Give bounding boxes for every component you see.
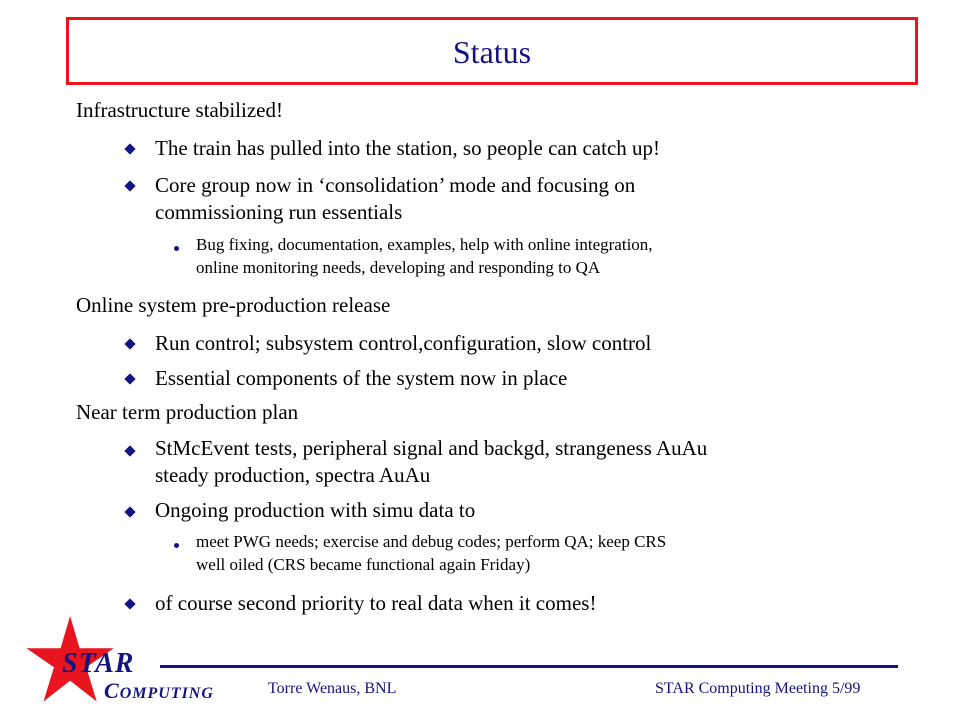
bullet-text: Run control; subsystem control,configuration, slow control [155,331,652,355]
bullet-text-continued: steady production, spectra AuAu [155,463,431,487]
diamond-bullet-icon [124,373,135,384]
bullet-text: Ongoing production with simu data to [155,498,476,522]
bullet-text: of course second priority to real data when it comes! [155,591,597,615]
footer-divider [160,665,898,668]
dot-bullet-icon [174,543,179,548]
section-heading: Online system pre-production release [76,293,391,317]
bullet-text: The train has pulled into the station, so people can catch up! [155,136,661,160]
logo-computing-rest: OMPUTING [119,685,214,702]
diamond-bullet-icon [124,338,135,349]
diamond-bullet-icon [124,598,135,609]
logo-star-text: STAR [62,648,135,679]
sub-bullet-text-continued: online monitoring needs, developing and responding to QA [196,258,601,277]
dot-bullet-icon [174,246,179,251]
diamond-bullet-icon [124,506,135,517]
section-heading: Infrastructure stabilized! [76,98,283,122]
bullet-text-continued: commissioning run essentials [155,200,403,224]
bullet-text: Core group now in ‘consolidation’ mode and focusing on [155,173,636,197]
footer-author: Torre Wenaus, BNL [268,680,397,697]
sub-bullet-text: Bug fixing, documentation, examples, help with online integration, [196,235,653,254]
bullet-text: StMcEvent tests, peripheral signal and backgd, strangeness AuAu [155,436,708,460]
section-heading: Near term production plan [76,400,299,424]
title-box [66,17,918,85]
sub-bullet-text: meet PWG needs; exercise and debug codes; perform QA; keep CRS [196,532,667,551]
sub-bullet-text-continued: well oiled (CRS became functional again Friday) [196,555,531,574]
bullet-text: Essential components of the system now in place [155,366,568,390]
logo-computing-initial: C [104,678,120,703]
diamond-bullet-icon [124,180,135,191]
logo-computing-text [104,678,214,704]
footer-meeting: STAR Computing Meeting 5/99 [655,680,861,697]
diamond-bullet-icon [124,445,135,456]
slide-title: Status [452,34,532,70]
diamond-bullet-icon [124,143,135,154]
